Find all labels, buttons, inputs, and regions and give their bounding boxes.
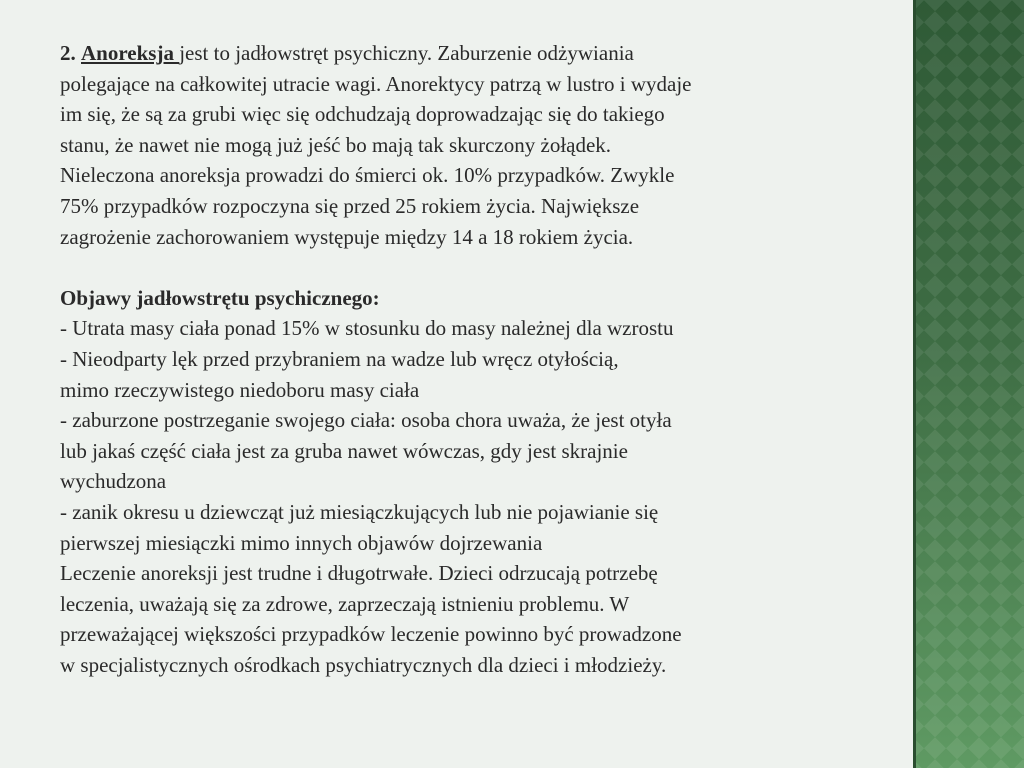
intro-line: zagrożenie zachorowaniem występuje między 14 a 18 rokiem życia. xyxy=(60,224,634,249)
intro-line: im się, że są za grubi więc się odchudzają doprowadzając się do takiego xyxy=(60,102,665,127)
intro-line: jest to jadłowstręt psychiczny. Zaburzenie odżywiania xyxy=(179,41,634,65)
slide-text-body xyxy=(60,38,860,680)
symptoms-heading: Objawy jadłowstrętu psychicznego: xyxy=(60,285,380,310)
intro-first-line xyxy=(60,38,860,69)
paragraph-spacer xyxy=(60,252,860,283)
section-number: 2. xyxy=(60,41,76,65)
treatment-line: leczenia, uważają się za zdrowe, zaprzeczają istnieniu problemu. W xyxy=(60,591,630,616)
decorative-side-band xyxy=(913,0,1024,768)
treatment-line: w specjalistycznych ośrodkach psychiatrycznych dla dzieci i młodzieży. xyxy=(60,652,667,677)
symptom-line: pierwszej miesiączki mimo innych objawów dojrzewania xyxy=(60,530,543,555)
symptom-line: mimo rzeczywistego niedoboru masy ciała xyxy=(60,377,420,402)
treatment-line: Leczenie anoreksji jest trudne i długotrwałe. Dzieci odrzucają potrzebę xyxy=(60,561,658,586)
symptom-line: - Utrata masy ciała ponad 15% w stosunku do masy należnej dla wzrostu xyxy=(60,316,674,341)
intro-line: Nieleczona anoreksja prowadzi do śmierci ok. 10% przypadków. Zwykle xyxy=(60,163,675,188)
intro-line: stanu, że nawet nie mogą już jeść bo mają tak skurczony żołądek. xyxy=(60,132,612,157)
symptom-line: - zaburzone postrzeganie swojego ciała: osoba chora uważa, że jest otyła xyxy=(60,408,672,433)
intro-line: polegające na całkowitej utracie wagi. Anorektycy patrzą w lustro i wydaje xyxy=(60,71,692,96)
symptom-line: - zanik okresu u dziewcząt już miesiączkujących lub nie pojawianie się xyxy=(60,499,659,524)
term-anoreksja: Anoreksja xyxy=(81,41,180,65)
intro-line: 75% przypadków rozpoczyna się przed 25 rokiem życia. Największe xyxy=(60,193,640,218)
symptom-line: - Nieodparty lęk przed przybraniem na wadze lub wręcz otyłością, xyxy=(60,346,619,371)
treatment-line: przeważającej większości przypadków leczenie powinno być prowadzone xyxy=(60,622,682,647)
symptom-line: wychudzona xyxy=(60,469,167,494)
symptom-line: lub jakaś część ciała jest za gruba nawet wówczas, gdy jest skrajnie xyxy=(60,438,628,463)
